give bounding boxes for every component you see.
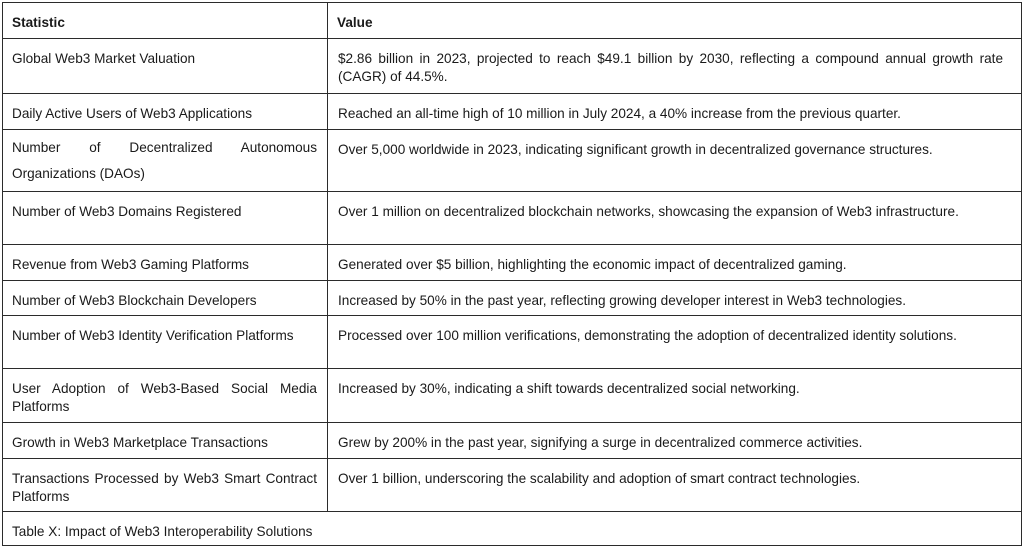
table-row xyxy=(3,316,1022,369)
row-value: Grew by 200% in the past year, signifying a surge in decentralized commerce activities. xyxy=(328,423,1022,459)
row-statistic: Number of Decentralized Autonomous Organizations (DAOs) xyxy=(3,130,328,192)
row-statistic: Number of Web3 Blockchain Developers xyxy=(3,281,328,316)
table-row xyxy=(3,423,1022,459)
caption-row xyxy=(3,512,1022,546)
table-caption: Table X: Impact of Web3 Interoperability Solutions xyxy=(3,512,1022,546)
row-value: Over 1 million on decentralized blockchain networks, showcasing the expansion of Web3 infrastructure. xyxy=(328,192,1022,245)
row-value: Increased by 30%, indicating a shift towards decentralized social networking. xyxy=(328,369,1022,423)
row-statistic: Growth in Web3 Marketplace Transactions xyxy=(3,423,328,459)
row-statistic: Revenue from Web3 Gaming Platforms xyxy=(3,245,328,281)
row-value: Generated over $5 billion, highlighting the economic impact of decentralized gaming. xyxy=(328,245,1022,281)
row-value: Over 1 billion, underscoring the scalability and adoption of smart contract technologies. xyxy=(328,459,1022,512)
row-statistic: Daily Active Users of Web3 Applications xyxy=(3,94,328,130)
document-page xyxy=(2,2,1021,546)
table-row xyxy=(3,281,1022,316)
header-statistic: Statistic xyxy=(3,3,328,39)
table-row xyxy=(3,130,1022,192)
row-statistic: Number of Web3 Identity Verification Platforms xyxy=(3,316,328,369)
row-statistic: Number of Web3 Domains Registered xyxy=(3,192,328,245)
table-row xyxy=(3,459,1022,512)
table-row xyxy=(3,192,1022,245)
row-value: Over 5,000 worldwide in 2023, indicating significant growth in decentralized governance structures. xyxy=(328,130,1022,192)
table-row xyxy=(3,245,1022,281)
table-row xyxy=(3,39,1022,94)
table-row xyxy=(3,369,1022,423)
row-statistic: Transactions Processed by Web3 Smart Contract Platforms xyxy=(3,459,328,512)
table-header-row xyxy=(3,3,1022,39)
row-statistic: Global Web3 Market Valuation xyxy=(3,39,328,94)
table-row xyxy=(3,94,1022,130)
web3-statistics-table xyxy=(2,2,1022,546)
row-value: Increased by 50% in the past year, reflecting growing developer interest in Web3 technologies. xyxy=(328,281,1022,316)
row-statistic: User Adoption of Web3-Based Social Media Platforms xyxy=(3,369,328,423)
header-value: Value xyxy=(328,3,1022,39)
row-value: Processed over 100 million verifications, demonstrating the adoption of decentralized identity solutions. xyxy=(328,316,1022,369)
row-value: Reached an all-time high of 10 million in July 2024, a 40% increase from the previous quarter. xyxy=(328,94,1022,130)
row-value: $2.86 billion in 2023, projected to reach $49.1 billion by 2030, reflecting a compound annual growth rate (CAGR) of 44.5%. xyxy=(328,39,1022,94)
